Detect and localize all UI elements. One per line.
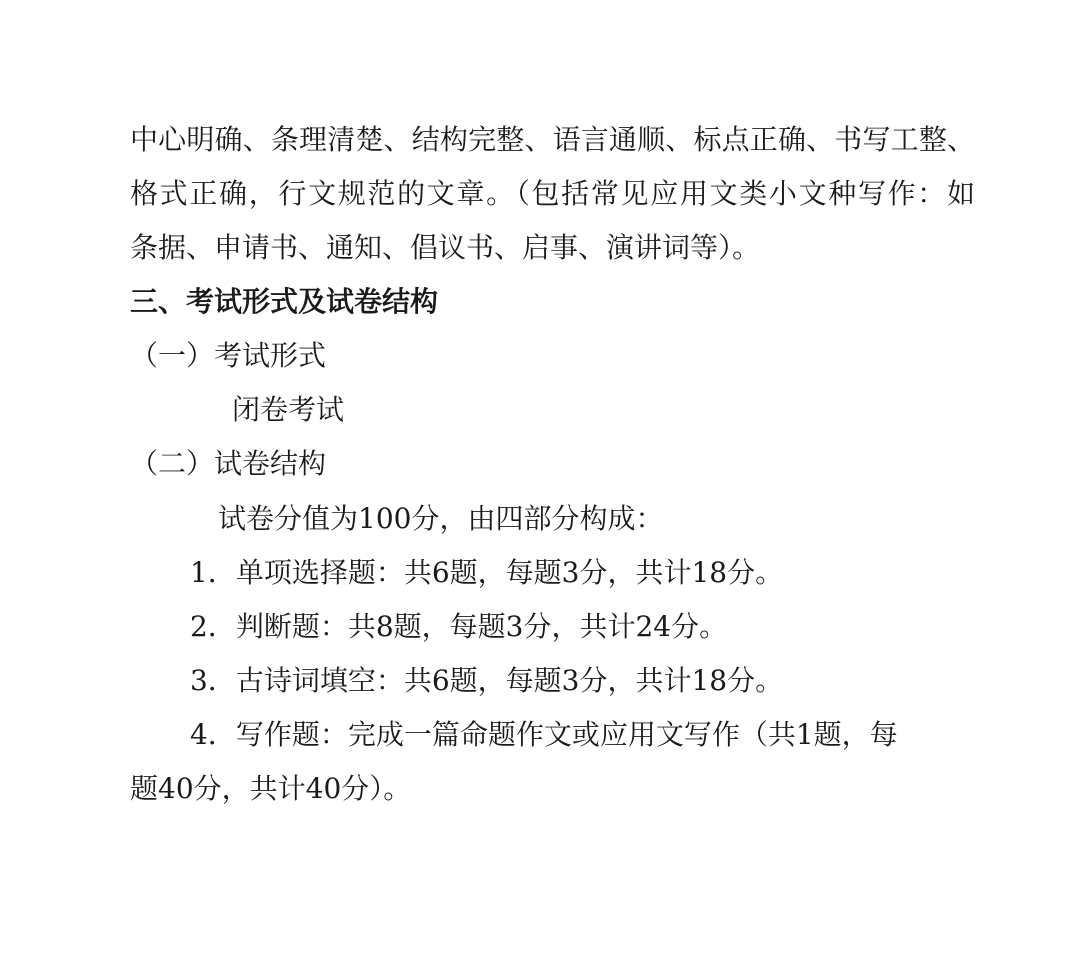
subsection-2-intro: 试卷分值为100分，由四部分构成： [218, 502, 664, 535]
intro-line-1: 中心明确、条理清楚、结构完整、语言通顺、标点正确、书写工整、 [130, 123, 975, 156]
subsection-2-title: （二）试卷结构 [130, 447, 327, 480]
subsection-1-body: 闭卷考试 [232, 393, 345, 426]
section-title: 三、考试形式及试卷结构 [130, 285, 439, 318]
list-item: 1．单项选择题：共6题，每题3分，共计18分。 [190, 556, 784, 589]
list-item: 3．古诗词填空：共6题，每题3分，共计18分。 [190, 664, 784, 697]
intro-line-3: 条据、申请书、通知、倡议书、启事、演讲词等）。 [130, 231, 761, 264]
list-item-continuation: 题40分，共计40分）。 [130, 772, 412, 805]
intro-line-2: 格式正确，行文规范的文章。（包括常见应用文类小文种写作：如 [130, 177, 975, 210]
list-item: 4．写作题：完成一篇命题作文或应用文写作（共1题，每 [190, 718, 898, 751]
list-item: 2．判断题：共8题，每题3分，共计24分。 [190, 610, 728, 643]
subsection-1-title: （一）考试形式 [130, 339, 327, 372]
